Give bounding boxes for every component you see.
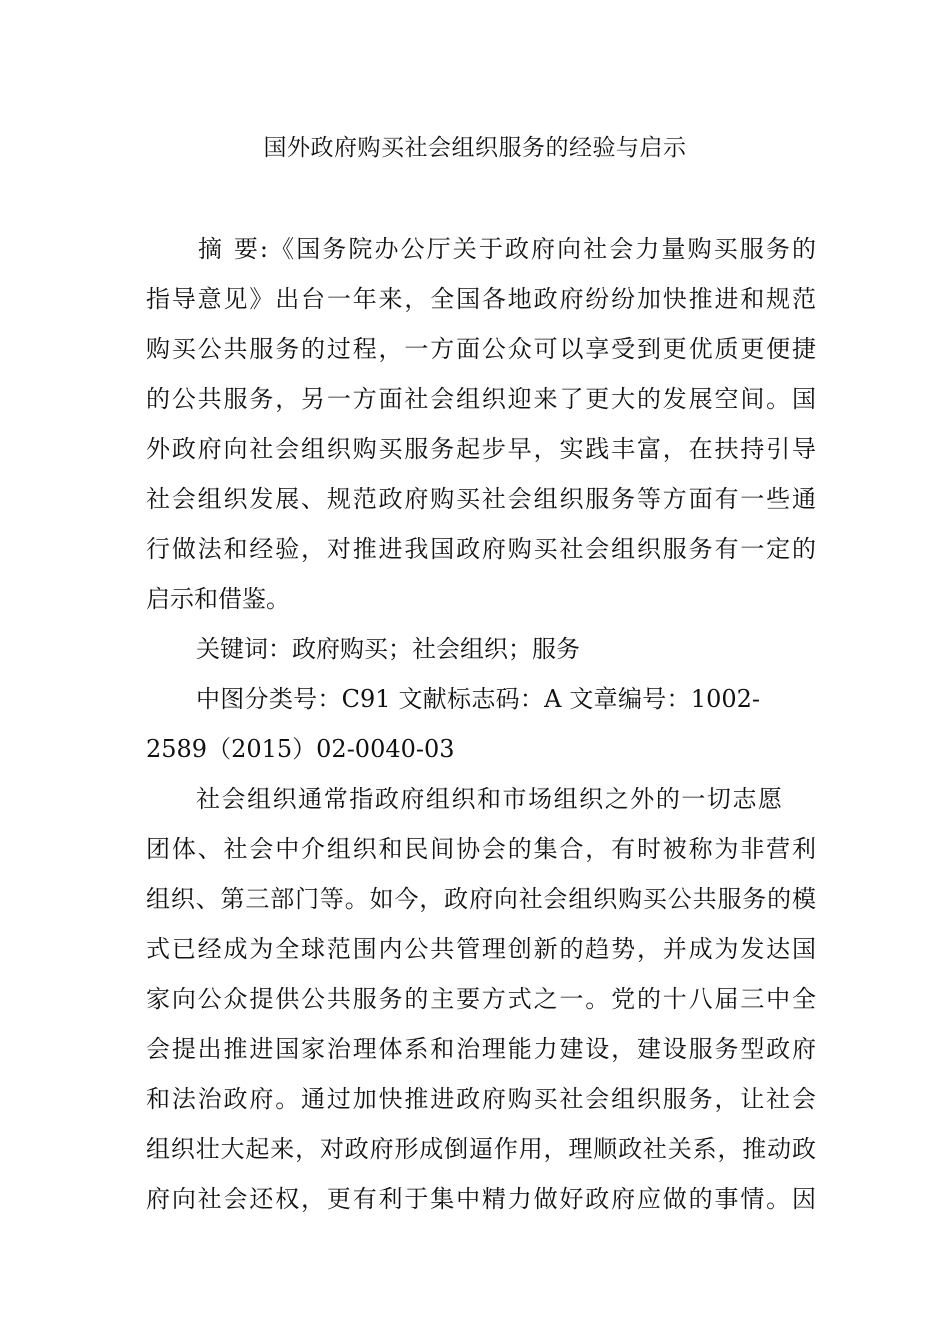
- abstract-line-5: 外政府向社会组织购买服务起步早，实践丰富，在扶持引导: [146, 435, 816, 463]
- abstract-line-3: 购买公共服务的过程，一方面公众可以享受到更优质更便捷: [146, 335, 816, 363]
- body-line-1: 社会组织通常指政府组织和市场组织之外的一切志愿: [196, 785, 782, 813]
- body-line-8: 组织壮大起来，对政府形成倒逼作用，理顺政社关系，推动政: [146, 1135, 816, 1163]
- body-line-9: 府向社会还权，更有利于集中精力做好政府应做的事情。因: [146, 1185, 816, 1213]
- body-line-4: 式已经成为全球范围内公共管理创新的趋势，并成为发达国: [146, 935, 816, 963]
- body-line-7: 和法治政府。通过加快推进政府购买社会组织服务，让社会: [146, 1085, 816, 1113]
- classification-line: 中图分类号：C91 文献标志码：A 文章编号：1002-: [196, 685, 760, 713]
- abstract-line-2: 指导意见》出台一年来，全国各地政府纷纷加快推进和规范: [146, 285, 816, 313]
- body-line-6: 会提出推进国家治理体系和治理能力建设，建设服务型政府: [146, 1035, 816, 1063]
- keywords-line: 关键词：政府购买；社会组织；服务: [196, 635, 580, 663]
- abstract-line-6: 社会组织发展、规范政府购买社会组织服务等方面有一些通: [146, 485, 816, 513]
- document-title: 国外政府购买社会组织服务的经验与启示: [263, 135, 687, 161]
- body-line-3: 组织、第三部门等。如今，政府向社会组织购买公共服务的模: [146, 885, 816, 913]
- body-line-5: 家向公众提供公共服务的主要方式之一。党的十八届三中全: [146, 985, 816, 1013]
- abstract-line-7: 行做法和经验，对推进我国政府购买社会组织服务有一定的: [146, 535, 816, 563]
- body-line-2: 团体、社会中介组织和民间协会的集合，有时被称为非营利: [146, 835, 816, 863]
- article-number-line: 2589（2015）02-0040-03: [146, 735, 455, 763]
- abstract-line-4: 的公共服务，另一方面社会组织迎来了更大的发展空间。国: [146, 385, 816, 413]
- abstract-line-1: 摘 要:《国务院办公厅关于政府向社会力量购买服务的: [198, 235, 816, 263]
- abstract-line-8: 启示和借鉴。: [146, 585, 290, 613]
